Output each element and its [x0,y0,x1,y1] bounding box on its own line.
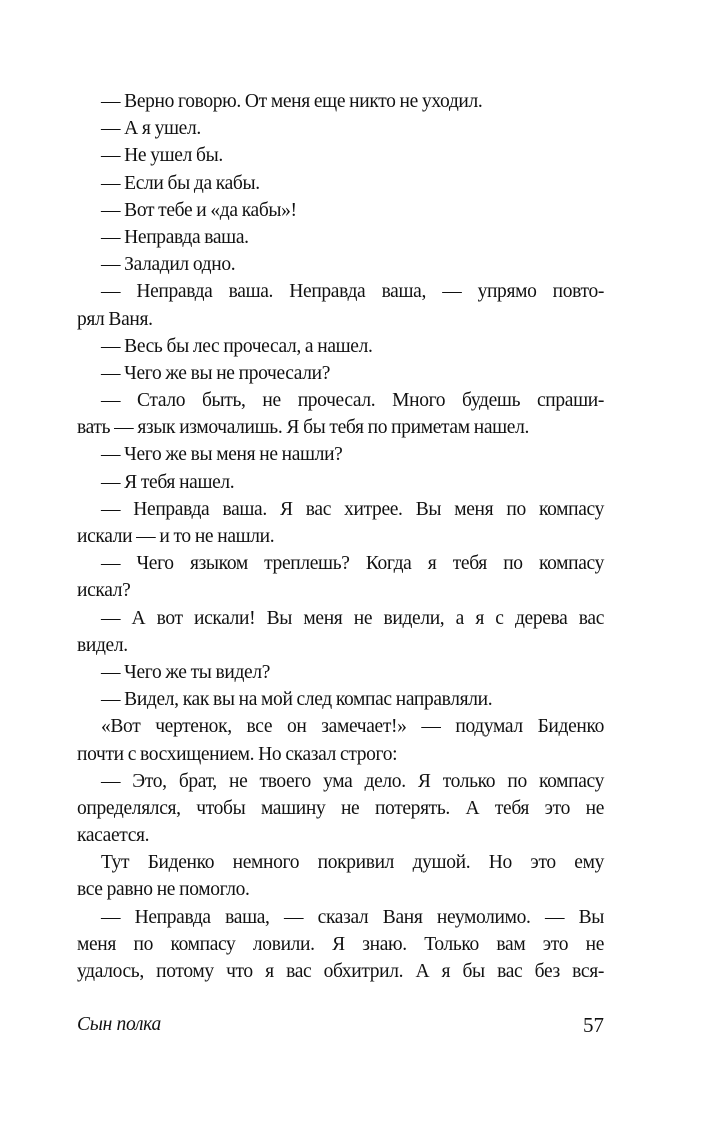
text-line: — Я тебя нашел. [101,471,235,493]
text-line: — Весь бы лес прочесал, а нашел. [101,335,373,357]
text-line: искали — и то не нашли. [77,526,275,547]
text-line: — Неправда ваша. Я вас хитрее. Вы меня по компасу [101,498,604,520]
text-line: — Чего же вы меня не нашли? [101,444,343,466]
text-line: — Видел, как вы на мой след компас направляли. [101,689,493,711]
text-line: — Это, брат, не твоего ума дело. Я только по компасу [101,770,604,792]
text-line: Тут Биденко немного покривил душой. Но это ему [101,852,604,874]
text-line: искал? [77,580,131,602]
text-line: — Чего же ты видел? [101,661,271,683]
text-line: — Неправда ваша, — сказал Ваня неумолимо. — Вы [101,906,604,928]
text-line: — Неправда ваша. [101,226,249,248]
text-line: — Верно говорю. От меня еще никто не уходил. [101,91,483,112]
page-footer [77,1010,604,1040]
text-line: видел. [77,634,128,656]
text-line: вать — язык измочалишь. Я бы тебя по приметам нашел. [77,417,530,439]
text-line: рял Ваня. [77,308,153,330]
text-line: — А вот искали! Вы меня не видели, а я с дерева вас [101,607,604,629]
page-number: 57 [583,1013,604,1037]
running-title: Сын полка [77,1014,161,1035]
text-line: касается. [77,825,150,847]
text-line: удалось, потому что я вас обхитрил. А я бы вас без вся- [77,961,604,982]
text-line: — Не ушел бы. [101,145,223,167]
text-line: все равно не помогло. [77,879,250,901]
text-line: — Чего же вы не прочесали? [101,362,331,384]
text-line: почти с восхищением. Но сказал строго: [77,743,398,765]
text-line: определялся, чтобы машину не потерять. А тебя это не [77,797,604,819]
text-line: меня по компасу ловили. Я знаю. Только вам это не [77,933,604,955]
text-line: — Вот тебе и «да кабы»! [101,199,297,221]
text-line: — Стало быть, не прочесал. Много будешь спраши- [101,390,604,412]
text-line: — А я ушел. [101,118,201,140]
text-line: — Если бы да кабы. [101,172,260,194]
text-line: — Заладил одно. [101,254,236,276]
text-line: — Чего языком треплешь? Когда я тебя по компасу [101,553,604,575]
text-line: «Вот чертенок, все он замечает!» — подумал Биденко [101,716,604,738]
text-line: — Неправда ваша. Неправда ваша, — упрямо повто- [101,281,604,303]
page-body [77,88,604,985]
